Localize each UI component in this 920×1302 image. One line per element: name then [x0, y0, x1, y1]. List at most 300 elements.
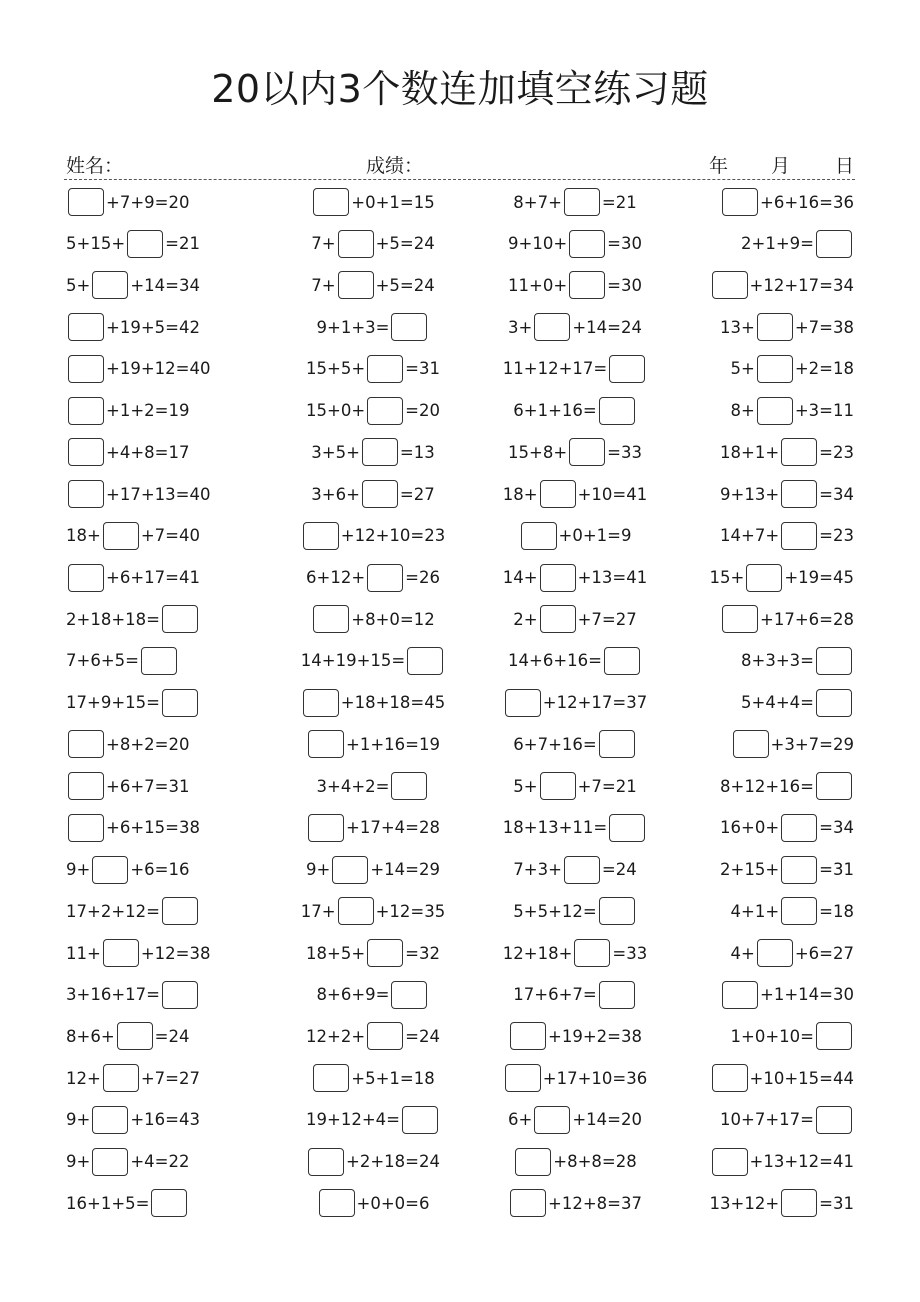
problem: [654, 1188, 854, 1218]
problem-prefix: 5+: [730, 359, 755, 379]
problem-prefix: 12+18+: [502, 943, 573, 963]
answer-box[interactable]: [127, 230, 163, 258]
problem-suffix: +7=40: [140, 526, 200, 546]
answer-box[interactable]: [540, 605, 576, 633]
problem-prefix: 7+: [311, 275, 336, 295]
problem: [475, 437, 675, 467]
problem-suffix: +17+4=28: [346, 818, 440, 838]
problem-prefix: 5+15+: [66, 234, 126, 254]
problem: [66, 1063, 266, 1093]
problem-suffix: =24: [405, 1026, 440, 1046]
problem-suffix: =13: [399, 442, 435, 462]
problem-suffix: +7+9=20: [106, 192, 190, 212]
answer-box[interactable]: [609, 355, 645, 383]
problem-prefix: 2+: [513, 609, 538, 629]
answer-box[interactable]: [521, 522, 557, 550]
problem: [475, 187, 675, 217]
problem: [475, 479, 675, 509]
problem: [66, 604, 266, 634]
answer-box[interactable]: [781, 522, 817, 550]
problem: [654, 1063, 854, 1093]
answer-box[interactable]: [402, 1106, 438, 1134]
problem-row: [0, 229, 920, 259]
problem-prefix: 16+1+5=: [66, 1193, 150, 1213]
problem-suffix: +6+16=36: [760, 192, 854, 212]
answer-box[interactable]: [92, 1106, 128, 1134]
problem-row: [0, 688, 920, 718]
answer-box[interactable]: [68, 438, 104, 466]
answer-box[interactable]: [712, 1148, 748, 1176]
problem: [273, 479, 473, 509]
problem-prefix: 8+3+3=: [741, 651, 814, 671]
answer-box[interactable]: [816, 772, 852, 800]
problem-row: [0, 1021, 920, 1051]
problem: [273, 187, 473, 217]
answer-box[interactable]: [534, 1106, 570, 1134]
problem: [66, 229, 266, 259]
answer-box[interactable]: [781, 814, 817, 842]
problem: [475, 1147, 675, 1177]
answer-box[interactable]: [712, 271, 748, 299]
answer-box[interactable]: [367, 939, 403, 967]
answer-box[interactable]: [574, 939, 610, 967]
answer-box[interactable]: [781, 438, 817, 466]
problem-row: [0, 604, 920, 634]
problem: [475, 270, 675, 300]
problem: [475, 855, 675, 885]
problem-prefix: 13+12+: [709, 1193, 780, 1213]
problem-suffix: +7=38: [794, 317, 854, 337]
problem: [273, 938, 473, 968]
problem: [273, 437, 473, 467]
answer-box[interactable]: [68, 564, 104, 592]
answer-box[interactable]: [313, 1064, 349, 1092]
problem: [273, 563, 473, 593]
answer-box[interactable]: [781, 856, 817, 884]
answer-box[interactable]: [391, 981, 427, 1009]
problem: [654, 604, 854, 634]
problem: [273, 354, 473, 384]
problem: [654, 1021, 854, 1051]
problem-row: [0, 521, 920, 551]
problem-suffix: =34: [819, 484, 854, 504]
answer-box[interactable]: [313, 605, 349, 633]
problem-prefix: 17+9+15=: [66, 693, 160, 713]
problem-suffix: +1+14=30: [760, 985, 854, 1005]
answer-box[interactable]: [505, 689, 541, 717]
problem-suffix: +14=34: [130, 275, 200, 295]
problem-suffix: +6+7=31: [106, 776, 190, 796]
problem: [475, 646, 675, 676]
problem-suffix: =33: [612, 943, 648, 963]
answer-box[interactable]: [308, 814, 344, 842]
answer-box[interactable]: [733, 730, 769, 758]
problem-prefix: 8+: [730, 401, 755, 421]
problem: [654, 479, 854, 509]
problem: [273, 646, 473, 676]
problem-suffix: =33: [607, 442, 642, 462]
answer-box[interactable]: [564, 856, 600, 884]
problem-suffix: =21: [601, 192, 637, 212]
answer-box[interactable]: [308, 1148, 344, 1176]
problem: [66, 563, 266, 593]
answer-box[interactable]: [569, 230, 605, 258]
problem: [273, 771, 473, 801]
problem-suffix: +4=22: [130, 1152, 190, 1172]
problem-prefix: 15+: [709, 568, 745, 587]
problem-suffix: +1+16=19: [346, 734, 440, 754]
problem: [66, 646, 266, 676]
answer-box[interactable]: [569, 438, 605, 466]
problem-prefix: 14+: [502, 568, 538, 587]
problem: [654, 771, 854, 801]
answer-box[interactable]: [162, 897, 198, 925]
answer-box[interactable]: [540, 772, 576, 800]
problem-suffix: +8+8=28: [553, 1152, 637, 1172]
problem-prefix: 3+16+17=: [66, 985, 160, 1005]
answer-box[interactable]: [103, 522, 139, 550]
answer-box[interactable]: [68, 480, 104, 508]
problem-row: [0, 896, 920, 926]
problem: [654, 396, 854, 426]
answer-box[interactable]: [68, 772, 104, 800]
problem: [475, 688, 675, 718]
problem-prefix: 7+6+5=: [66, 651, 139, 671]
problem: [654, 187, 854, 217]
problem-suffix: +7=27: [140, 1068, 200, 1088]
answer-box[interactable]: [303, 689, 339, 717]
problem-prefix: 2+15+: [720, 860, 780, 879]
answer-box[interactable]: [141, 647, 177, 675]
problem: [273, 396, 473, 426]
problem: [273, 1063, 473, 1093]
date-year-label: 年: [709, 155, 729, 177]
problem-row: [0, 312, 920, 342]
answer-box[interactable]: [757, 397, 793, 425]
answer-box[interactable]: [816, 647, 852, 675]
problem: [273, 729, 473, 759]
answer-box[interactable]: [338, 897, 374, 925]
answer-box[interactable]: [757, 355, 793, 383]
problem: [66, 437, 266, 467]
problem-row: [0, 270, 920, 300]
answer-box[interactable]: [816, 230, 852, 258]
problem-row: [0, 980, 920, 1010]
problem-suffix: +8+2=20: [106, 734, 190, 754]
problem-suffix: +0+0=6: [356, 1193, 430, 1213]
problem-suffix: =31: [819, 1193, 854, 1213]
answer-box[interactable]: [367, 397, 403, 425]
problem: [66, 896, 266, 926]
problem: [66, 813, 266, 843]
answer-box[interactable]: [722, 981, 758, 1009]
problem-suffix: +1+2=19: [106, 401, 190, 421]
problem: [654, 729, 854, 759]
problem: [66, 354, 266, 384]
answer-box[interactable]: [757, 313, 793, 341]
answer-box[interactable]: [303, 522, 339, 550]
problem-suffix: =23: [819, 442, 854, 462]
answer-box[interactable]: [534, 313, 570, 341]
problem: [273, 896, 473, 926]
problem-suffix: +10=41: [577, 484, 648, 504]
problem-suffix: +17+10=36: [542, 1068, 648, 1088]
problem: [654, 521, 854, 551]
answer-box[interactable]: [540, 480, 576, 508]
problem: [475, 896, 675, 926]
problem: [475, 604, 675, 634]
problem: [273, 855, 473, 885]
answer-box[interactable]: [367, 564, 403, 592]
problem-suffix: +13=41: [577, 568, 648, 587]
problem-suffix: +12+17=34: [749, 275, 854, 295]
problem-suffix: +10+15=44: [749, 1068, 854, 1088]
problem: [66, 396, 266, 426]
problem-prefix: 8+12+16=: [720, 776, 814, 796]
answer-box[interactable]: [103, 1064, 139, 1092]
problem-prefix: 5+4+4=: [741, 693, 814, 713]
problem: [475, 354, 675, 384]
problem-prefix: 6+1+16=: [513, 401, 597, 421]
answer-box[interactable]: [162, 981, 198, 1009]
problem-suffix: +2+18=24: [346, 1152, 440, 1172]
problem-prefix: 2+1+9=: [741, 234, 814, 254]
problem: [475, 563, 675, 593]
answer-box[interactable]: [338, 230, 374, 258]
problem-prefix: 15+5+: [306, 359, 366, 379]
problem-suffix: +8+0=12: [351, 609, 435, 629]
answer-box[interactable]: [362, 480, 398, 508]
answer-box[interactable]: [816, 689, 852, 717]
problem: [273, 1147, 473, 1177]
answer-box[interactable]: [816, 1106, 852, 1134]
answer-box[interactable]: [781, 897, 817, 925]
answer-box[interactable]: [332, 856, 368, 884]
answer-box[interactable]: [816, 1022, 852, 1050]
problem: [654, 646, 854, 676]
date-day-label: 日: [835, 155, 855, 177]
problem: [475, 1021, 675, 1051]
problem-suffix: +14=20: [572, 1110, 642, 1130]
problem-suffix: +18+18=45: [340, 693, 446, 713]
answer-box[interactable]: [757, 939, 793, 967]
problem: [66, 1105, 266, 1135]
problem-prefix: 16+0+: [720, 818, 780, 838]
problem-row: [0, 479, 920, 509]
problem: [475, 521, 675, 551]
problem-suffix: +0+1=15: [351, 192, 435, 212]
answer-box[interactable]: [338, 271, 374, 299]
answer-box[interactable]: [722, 188, 758, 216]
problem: [66, 1147, 266, 1177]
problem-row: [0, 729, 920, 759]
problem-prefix: 6+: [508, 1110, 533, 1130]
answer-box[interactable]: [540, 564, 576, 592]
answer-box[interactable]: [781, 480, 817, 508]
problem-suffix: +13+12=41: [749, 1152, 854, 1172]
problem: [475, 1063, 675, 1093]
answer-box[interactable]: [712, 1064, 748, 1092]
problem-suffix: +5=24: [375, 275, 435, 295]
problem-prefix: 17+: [300, 901, 336, 921]
answer-box[interactable]: [92, 271, 128, 299]
answer-box[interactable]: [103, 939, 139, 967]
answer-box[interactable]: [407, 647, 443, 675]
problem-suffix: +7=27: [577, 609, 637, 629]
problem-row: [0, 938, 920, 968]
problem-prefix: 5+: [513, 776, 538, 796]
answer-box[interactable]: [68, 397, 104, 425]
problem-prefix: 3+: [508, 317, 533, 337]
problem-suffix: +4+8=17: [106, 442, 190, 462]
problem-prefix: 12+2+: [306, 1026, 366, 1046]
problem: [654, 1147, 854, 1177]
problem-prefix: 15+8+: [508, 442, 568, 462]
problem-suffix: =24: [154, 1026, 190, 1046]
problem-suffix: +19=45: [784, 568, 854, 587]
problem-prefix: 17+2+12=: [66, 901, 160, 921]
answer-box[interactable]: [68, 814, 104, 842]
problem-suffix: +17+13=40: [106, 484, 211, 504]
problem-suffix: =24: [601, 860, 637, 879]
answer-box[interactable]: [92, 1148, 128, 1176]
problem-prefix: 9+10+: [508, 234, 568, 254]
problem: [654, 354, 854, 384]
answer-box[interactable]: [313, 188, 349, 216]
problem-suffix: +3+7=29: [770, 734, 854, 754]
problem-prefix: 9+13+: [720, 484, 780, 504]
answer-box[interactable]: [391, 772, 427, 800]
problem: [66, 270, 266, 300]
problem: [66, 688, 266, 718]
problem-suffix: +12+17=37: [542, 693, 648, 713]
problem-row: [0, 1188, 920, 1218]
problem: [475, 229, 675, 259]
problem-suffix: =32: [405, 943, 440, 963]
problem: [475, 729, 675, 759]
answer-box[interactable]: [151, 1189, 187, 1217]
answer-box[interactable]: [781, 1189, 817, 1217]
problem-suffix: =20: [405, 401, 440, 421]
answer-box[interactable]: [391, 313, 427, 341]
problem: [654, 980, 854, 1010]
answer-box[interactable]: [515, 1148, 551, 1176]
problem: [654, 229, 854, 259]
problem-suffix: +5=24: [375, 234, 435, 254]
problem-suffix: +6+17=41: [106, 568, 200, 587]
problem-suffix: =31: [405, 359, 440, 379]
problem: [475, 771, 675, 801]
answer-box[interactable]: [367, 1022, 403, 1050]
problem-prefix: 5+5+12=: [513, 901, 597, 921]
problem-prefix: 6+12+: [306, 568, 366, 587]
problem-suffix: +12=35: [375, 901, 446, 921]
problem: [475, 938, 675, 968]
problem-prefix: 18+: [66, 526, 101, 546]
problem-suffix: =26: [405, 568, 440, 587]
answer-box[interactable]: [68, 730, 104, 758]
answer-box[interactable]: [68, 355, 104, 383]
answer-box[interactable]: [117, 1022, 153, 1050]
answer-box[interactable]: [319, 1189, 355, 1217]
problem-suffix: +0+1=9: [558, 526, 632, 546]
problem: [654, 270, 854, 300]
answer-box[interactable]: [505, 1064, 541, 1092]
answer-box[interactable]: [367, 355, 403, 383]
answer-box[interactable]: [162, 689, 198, 717]
problem-prefix: 12+: [66, 1068, 101, 1088]
answer-box[interactable]: [604, 647, 640, 675]
problem: [273, 1188, 473, 1218]
problem-prefix: 3+4+2=: [316, 776, 390, 796]
answer-box[interactable]: [599, 981, 635, 1009]
problem-suffix: +6=16: [130, 860, 190, 879]
problem: [273, 1021, 473, 1051]
problem-row: [0, 563, 920, 593]
problem: [66, 980, 266, 1010]
answer-box[interactable]: [92, 856, 128, 884]
problem: [654, 563, 854, 593]
problem-suffix: +19+5=42: [106, 317, 200, 337]
problem-prefix: 9+1+3=: [316, 317, 390, 337]
answer-box[interactable]: [510, 1022, 546, 1050]
answer-box[interactable]: [746, 564, 782, 592]
problem-suffix: =21: [165, 234, 200, 254]
problem-suffix: +6=27: [794, 943, 854, 963]
problem-row: [0, 813, 920, 843]
answer-box[interactable]: [510, 1189, 546, 1217]
problem-row: [0, 1147, 920, 1177]
answer-box[interactable]: [599, 730, 635, 758]
problem: [475, 396, 675, 426]
answer-box[interactable]: [599, 897, 635, 925]
problem: [273, 229, 473, 259]
answer-box[interactable]: [722, 605, 758, 633]
answer-box[interactable]: [564, 188, 600, 216]
problem-prefix: 10+7+17=: [720, 1110, 814, 1130]
problem: [475, 312, 675, 342]
answer-box[interactable]: [362, 438, 398, 466]
problem-prefix: 11+: [66, 943, 101, 963]
problem-suffix: =23: [819, 526, 854, 546]
name-label: 姓名：: [66, 155, 124, 177]
problem: [273, 312, 473, 342]
problem-prefix: 8+6+9=: [316, 985, 390, 1005]
problem-suffix: =27: [399, 484, 435, 504]
date-month-label: 月: [771, 155, 791, 177]
problem-prefix: 9+: [66, 1152, 91, 1172]
problem: [66, 521, 266, 551]
problem: [66, 1188, 266, 1218]
problem-prefix: 8+6+: [66, 1026, 115, 1046]
problem-prefix: 11+12+17=: [502, 359, 608, 379]
answer-box[interactable]: [162, 605, 198, 633]
problem-suffix: =30: [607, 275, 642, 295]
problem-suffix: +2=18: [794, 359, 854, 379]
problem-prefix: 6+7+16=: [513, 734, 597, 754]
answer-box[interactable]: [308, 730, 344, 758]
problem-suffix: +5+1=18: [351, 1068, 435, 1088]
problem-suffix: +3=11: [794, 401, 854, 421]
problem: [66, 771, 266, 801]
answer-box[interactable]: [68, 313, 104, 341]
answer-box[interactable]: [569, 271, 605, 299]
answer-box[interactable]: [68, 188, 104, 216]
answer-box[interactable]: [599, 397, 635, 425]
answer-box[interactable]: [609, 814, 645, 842]
problem-prefix: 4+1+: [730, 901, 780, 921]
problem-suffix: +14=29: [370, 860, 440, 879]
